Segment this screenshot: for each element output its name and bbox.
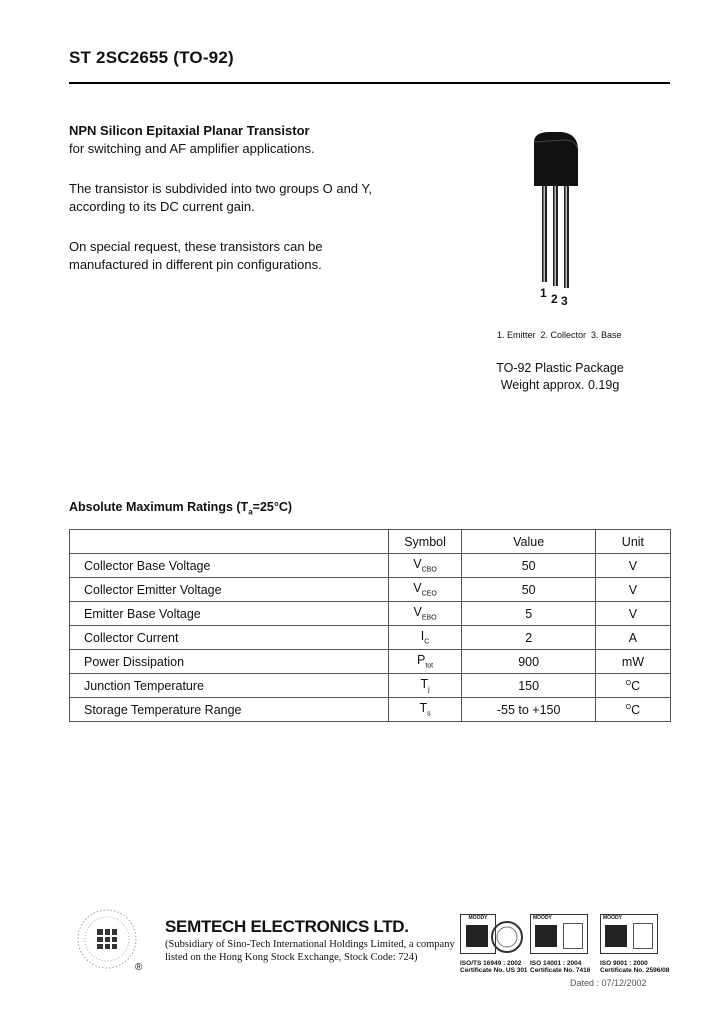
value-cell: 2: [462, 626, 595, 650]
pin-3-label: 3: [561, 294, 568, 308]
package-name: TO-92 Plastic Package: [496, 361, 624, 375]
zert-seal-icon: [490, 920, 524, 954]
unit-cell: V: [595, 602, 670, 626]
intro-heading: NPN Silicon Epitaxial Planar Transistor: [69, 123, 310, 138]
value-cell: 50: [462, 554, 595, 578]
unit-cell: A: [595, 626, 670, 650]
table-row: [70, 650, 671, 674]
value-cell: 50: [462, 578, 595, 602]
semtech-logo: [76, 908, 138, 970]
symbol-cell: $I_C$: [388, 626, 462, 650]
param-cell: Storage Temperature Range: [70, 698, 389, 722]
param-cell: Collector Current: [70, 626, 389, 650]
table-row: [70, 602, 671, 626]
symbol-cell: $T_j$: [388, 674, 462, 698]
table-row: [70, 626, 671, 650]
dated-stamp: Dated : 07/12/2002: [570, 978, 647, 988]
param-cell: Power Dissipation: [70, 650, 389, 674]
package-weight: Weight approx. 0.19g: [500, 378, 620, 392]
symbol-cell: $V_{EBO}$: [388, 602, 462, 626]
intro-para3: On special request, these transistors can be manufactured in different pin configurations.: [69, 239, 323, 272]
intro-text: [69, 122, 399, 296]
table-header-row: [70, 530, 671, 554]
table-row: [70, 578, 671, 602]
certification-badges: [460, 914, 670, 974]
title-rule: [69, 82, 670, 84]
pin-2-label: 2: [551, 292, 558, 306]
header-unit: Unit: [595, 530, 670, 554]
ratings-table: [69, 529, 671, 722]
value-cell: 5: [462, 602, 595, 626]
subsidiary-line2: listed on the Hong Kong Stock Exchange, Stock Code: 724): [165, 952, 418, 963]
subsidiary-line1: (Subsidiary of Sino-Tech International Holdings Limited, a company: [165, 939, 455, 950]
company-name: SEMTECH ELECTRONICS LTD.: [165, 917, 409, 936]
param-cell: Collector Emitter Voltage: [70, 578, 389, 602]
table-row: [70, 554, 671, 578]
param-cell: Junction Temperature: [70, 674, 389, 698]
company-subsidiary: [165, 938, 455, 964]
intro-para2: The transistor is subdivided into two groups O and Y, according to its DC current gain.: [69, 181, 373, 214]
header-value: Value: [462, 530, 595, 554]
unit-cell: $^O$C: [595, 674, 670, 698]
unit-cell: V: [595, 554, 670, 578]
unit-cell: $^O$C: [595, 698, 670, 722]
package-info: [480, 360, 640, 394]
value-cell: 900: [462, 650, 595, 674]
symbol-cell: $V_{CBO}$: [388, 554, 462, 578]
registered-mark: ®: [135, 962, 143, 973]
param-cell: Collector Base Voltage: [70, 554, 389, 578]
value-cell: 150: [462, 674, 595, 698]
unit-cell: mW: [595, 650, 670, 674]
value-cell: -55 to +150: [462, 698, 595, 722]
table-row: [70, 698, 671, 722]
param-cell: Emitter Base Voltage: [70, 602, 389, 626]
symbol-cell: $P_{tot}$: [388, 650, 462, 674]
symbol-cell: $V_{CEO}$: [388, 578, 462, 602]
page-title: ST 2SC2655 (TO-92): [69, 48, 234, 67]
ratings-title: Absolute Maximum Ratings $(T_a=25^\circ C)$: [69, 500, 293, 517]
to92-package-illustration: [520, 128, 590, 288]
pin-legend: 1. Emitter 2. Collector 3. Base: [497, 330, 622, 340]
cert-badge-3: MOODY ISO 9001 : 2000 Certificate No. 2596/08: [600, 915, 670, 974]
cert-badge-2: MOODY ISO 14001 : 2004 Certificate No. 7416: [530, 915, 591, 974]
unit-cell: V: [595, 578, 670, 602]
header-param: [70, 530, 389, 554]
intro-line1: for switching and AF amplifier applications.: [69, 141, 315, 156]
pin-1-label: 1: [540, 286, 547, 300]
cert-badge-1: MOODY ISO/TS 16949 : 2002 Certificate No. US 301: [460, 915, 528, 974]
header-symbol: Symbol: [388, 530, 462, 554]
symbol-cell: $T_s$: [388, 698, 462, 722]
table-row: [70, 674, 671, 698]
